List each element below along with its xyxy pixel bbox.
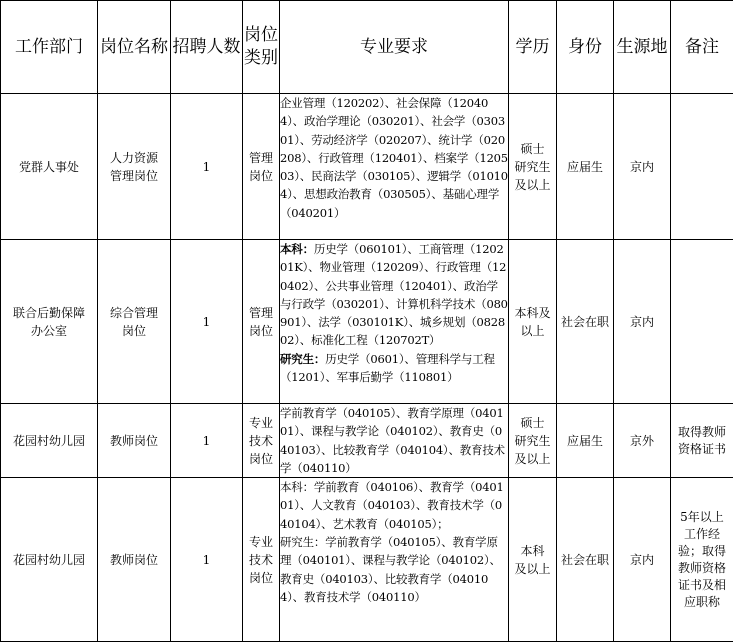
- remark-cell: [671, 240, 733, 404]
- dept-cell: [1, 404, 98, 478]
- edu-cell: [509, 240, 557, 404]
- major-text: 本科：学前教育（040106）、教育学（040101）、人文教育（040103）、教育技术学（040104）、艺术教育（040105）；: [280, 480, 504, 531]
- post-type-line: 技术: [243, 551, 279, 569]
- remark-cell: [671, 478, 733, 642]
- dept-cell: [1, 478, 98, 642]
- dept-line: 联合后勤保障: [1, 304, 97, 322]
- post-name-cell: [98, 94, 171, 240]
- dept-cell: [1, 94, 98, 240]
- post-type-line: 管理: [243, 149, 279, 167]
- edu-cell: [509, 94, 557, 240]
- post-name-cell: [98, 404, 171, 478]
- edu-line: 硕士: [509, 414, 556, 432]
- header-dept: 工作部门: [1, 1, 98, 94]
- remark-cell: [671, 94, 733, 240]
- count-cell: 1: [171, 404, 243, 478]
- major-text: 学前教育学（040105）、教育学原理（040101）、课程与教学论（040102）、教育史（040103）、比较教育学（040104）、教育技术学（040110）: [280, 406, 505, 475]
- dept-line: 花园村幼儿园: [1, 432, 97, 450]
- remark-line: 5年以上: [671, 509, 733, 526]
- remark-line: 工作经: [671, 526, 733, 543]
- edu-line: 及以上: [509, 560, 556, 578]
- post-type-cell: [243, 478, 280, 642]
- table-row: [1, 94, 733, 240]
- post-name-line: 教师岗位: [98, 551, 170, 569]
- post-type-cell: [243, 94, 280, 240]
- post-type-line: 岗位: [243, 450, 279, 468]
- edu-line: 研究生: [509, 158, 556, 176]
- post-name-line: 岗位: [98, 322, 170, 340]
- header-identity: 身份: [557, 1, 614, 94]
- major-text: 研究生：学前教育学（040105）、教育学原理（040101）、课程与教学论（040102）、教育史（040103）、比较教育学（040104）、教育技术学（040110）: [280, 535, 501, 604]
- major-second-block: [280, 533, 508, 606]
- post-name-cell: [98, 478, 171, 642]
- dept-line: 花园村幼儿园: [1, 551, 97, 569]
- remark-line: 应职称: [671, 594, 733, 611]
- post-type-line: 岗位: [243, 322, 279, 340]
- post-name-line: 教师岗位: [98, 432, 170, 450]
- header-post-name: 岗位名称: [98, 1, 171, 94]
- table-row: [1, 478, 733, 642]
- post-type-cell: [243, 240, 280, 404]
- origin-cell: 京外: [614, 404, 671, 478]
- major-second-block: [280, 350, 508, 387]
- count-cell: 1: [171, 478, 243, 642]
- header-post-type-line: 类别: [243, 47, 279, 70]
- post-type-line: 岗位: [243, 569, 279, 587]
- origin-cell: 京内: [614, 94, 671, 240]
- post-name-line: 管理岗位: [98, 167, 170, 185]
- header-row: [1, 1, 733, 94]
- post-name-line: 人力资源: [98, 149, 170, 167]
- edu-line: 本科: [509, 542, 556, 560]
- major-cell: [280, 404, 509, 478]
- post-name-cell: [98, 240, 171, 404]
- edu-line: 本科及: [509, 304, 556, 322]
- major-cell: [280, 478, 509, 642]
- remark-line: 验；取得: [671, 543, 733, 560]
- major-label: 研究生：: [280, 352, 325, 366]
- major-label: 本科：: [280, 242, 314, 256]
- edu-line: 硕士: [509, 140, 556, 158]
- identity-cell: 社会在职: [557, 240, 614, 404]
- remark-line: 教师资格: [671, 560, 733, 577]
- major-cell: [280, 94, 509, 240]
- edu-line: 以上: [509, 322, 556, 340]
- header-count: 招聘人数: [171, 1, 243, 94]
- post-type-line: 专业: [243, 414, 279, 432]
- header-post-type: [243, 1, 280, 94]
- count-cell: 1: [171, 240, 243, 404]
- remark-line: 取得教师: [671, 424, 733, 441]
- post-name-line: 综合管理: [98, 304, 170, 322]
- major-cell: [280, 240, 509, 404]
- origin-cell: 京内: [614, 478, 671, 642]
- post-type-line: 管理: [243, 304, 279, 322]
- edu-line: 研究生: [509, 432, 556, 450]
- identity-cell: 应届生: [557, 404, 614, 478]
- header-origin: 生源地: [614, 1, 671, 94]
- dept-line: 党群人事处: [1, 158, 97, 176]
- dept-line: 办公室: [1, 322, 97, 340]
- edu-line: 及以上: [509, 450, 556, 468]
- major-text: 历史学（0601）、管理科学与工程（1201）、军事后勤学（110801）: [280, 352, 495, 384]
- header-edu: 学历: [509, 1, 557, 94]
- identity-cell: 社会在职: [557, 478, 614, 642]
- post-type-cell: [243, 404, 280, 478]
- table-row: [1, 404, 733, 478]
- remark-cell: [671, 404, 733, 478]
- header-post-type-line: 岗位: [243, 24, 279, 47]
- identity-cell: 应届生: [557, 94, 614, 240]
- origin-cell: 京内: [614, 240, 671, 404]
- dept-cell: [1, 240, 98, 404]
- major-text: 企业管理（120202）、社会保障（120404）、政治学理论（030201）、社会学（030301）、劳动经济学（020207）、统计学（020208）、行政管理（120401）、档案学（120503）、民商法学（030105）、逻辑学（010104）、思想政治教育（030505）、基础心理学（040201）: [280, 96, 508, 220]
- header-remark: 备注: [671, 1, 733, 94]
- major-text: 历史学（060101）、工商管理（120201K）、物业管理（120209）、行政管理（120402）、公共事业管理（120401）、政治学与行政学（030201）、计算机科学技术（080901）、法学（030101K）、城乡规划（082802）、标准化工程（120702T）: [280, 242, 508, 347]
- post-type-line: 技术: [243, 432, 279, 450]
- edu-line: 及以上: [509, 176, 556, 194]
- post-type-line: 专业: [243, 533, 279, 551]
- remark-line: 证书及相: [671, 577, 733, 594]
- edu-cell: [509, 478, 557, 642]
- header-major: 专业要求: [280, 1, 509, 94]
- edu-cell: [509, 404, 557, 478]
- count-cell: 1: [171, 94, 243, 240]
- remark-line: 资格证书: [671, 441, 733, 458]
- table-row: [1, 240, 733, 404]
- post-type-line: 岗位: [243, 167, 279, 185]
